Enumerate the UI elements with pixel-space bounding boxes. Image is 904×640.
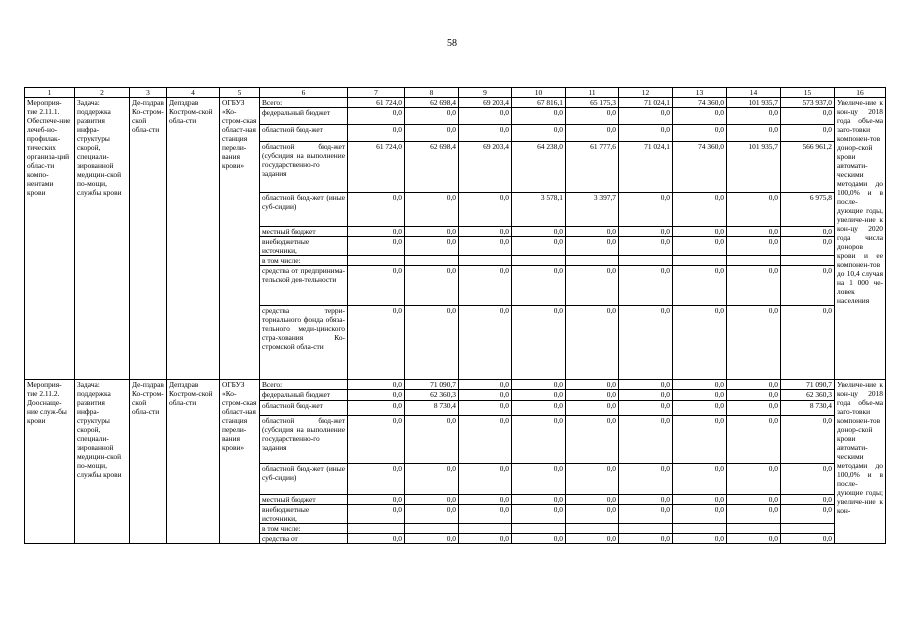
- value-cell: 62 360,3: [781, 390, 835, 401]
- value-cell: 0,0: [348, 266, 405, 306]
- value-cell: 6 975,8: [781, 193, 835, 227]
- value-cell: 566 961,2: [781, 142, 835, 193]
- header-cell: 11: [566, 88, 619, 98]
- value-cell: 0,0: [673, 266, 727, 306]
- funding-source-label: федеральный бюджет: [260, 108, 348, 125]
- value-cell: 0,0: [348, 390, 405, 401]
- value-cell: 0,0: [405, 237, 459, 256]
- funding-source-label: местный бюджет: [260, 227, 348, 237]
- value-cell: 62 360,3: [405, 390, 459, 401]
- funding-source-label: средства от: [260, 534, 348, 544]
- value-cell: 0,0: [566, 227, 619, 237]
- value-cell: 0,0: [459, 380, 512, 390]
- value-cell: 0,0: [673, 534, 727, 544]
- value-cell: 0,0: [459, 266, 512, 306]
- value-cell: 0,0: [348, 306, 405, 380]
- value-cell: 8 730,4: [781, 401, 835, 416]
- value-cell: 0,0: [619, 266, 673, 306]
- value-cell: 0,0: [459, 390, 512, 401]
- value-cell: [781, 524, 835, 534]
- value-cell: 0,0: [619, 237, 673, 256]
- header-cell: 1: [25, 88, 75, 98]
- value-cell: 0,0: [566, 505, 619, 524]
- value-cell: 0,0: [348, 227, 405, 237]
- block-col5: ОГБУЗ «Ко-стром-ская област-ная станция перели-вания крови»: [220, 380, 260, 544]
- value-cell: [566, 524, 619, 534]
- value-cell: 61 724,0: [348, 98, 405, 108]
- value-cell: 101 935,7: [727, 142, 781, 193]
- value-cell: 0,0: [673, 227, 727, 237]
- header-cell: 16: [835, 88, 886, 98]
- value-cell: 0,0: [727, 380, 781, 390]
- table-row: [25, 380, 886, 390]
- value-cell: 0,0: [512, 390, 566, 401]
- value-cell: 0,0: [348, 416, 405, 464]
- value-cell: 0,0: [348, 464, 405, 495]
- value-cell: 0,0: [781, 306, 835, 380]
- value-cell: 74 360,0: [673, 98, 727, 108]
- block-col1: Мероприя-тие 2.11.2. Дооснаще-ние служ-бы крови: [25, 380, 75, 544]
- value-cell: 0,0: [512, 306, 566, 380]
- value-cell: 0,0: [673, 108, 727, 125]
- value-cell: 0,0: [727, 416, 781, 464]
- table-row: [25, 98, 886, 108]
- value-cell: 0,0: [673, 193, 727, 227]
- value-cell: [727, 524, 781, 534]
- value-cell: 0,0: [459, 464, 512, 495]
- funding-source-label: областной бюд-жет (субсидия на выполнение государственно-го задания: [260, 416, 348, 464]
- value-cell: [673, 256, 727, 266]
- value-cell: 64 238,0: [512, 142, 566, 193]
- value-cell: 0,0: [727, 227, 781, 237]
- value-cell: 0,0: [619, 505, 673, 524]
- header-cell: 8: [405, 88, 459, 98]
- value-cell: 0,0: [512, 227, 566, 237]
- value-cell: [781, 256, 835, 266]
- block-col3: Де-пздрав Ко-стром-ской обла-сти: [130, 98, 167, 380]
- value-cell: 0,0: [566, 237, 619, 256]
- funding-source-label: федеральный бюджет: [260, 390, 348, 401]
- value-cell: 573 937,0: [781, 98, 835, 108]
- funding-source-label: областной бюд-жет: [260, 401, 348, 416]
- value-cell: 61 724,0: [348, 142, 405, 193]
- value-cell: 0,0: [512, 401, 566, 416]
- value-cell: 0,0: [727, 401, 781, 416]
- funding-source-label: областной бюд-жет (иные суб-сидии): [260, 464, 348, 495]
- value-cell: 0,0: [566, 495, 619, 505]
- value-cell: 0,0: [459, 227, 512, 237]
- value-cell: 0,0: [727, 390, 781, 401]
- value-cell: 0,0: [459, 125, 512, 142]
- value-cell: 71 090,7: [781, 380, 835, 390]
- value-cell: 0,0: [348, 125, 405, 142]
- value-cell: 69 203,4: [459, 142, 512, 193]
- value-cell: 0,0: [781, 505, 835, 524]
- value-cell: 0,0: [512, 266, 566, 306]
- block-col2: Задача: поддержка развития инфра-структуры скорой, специали-зированной медицин-ской по-мощи, службы крови: [75, 98, 130, 380]
- value-cell: 0,0: [459, 495, 512, 505]
- value-cell: 0,0: [566, 401, 619, 416]
- value-cell: [459, 256, 512, 266]
- value-cell: 61 777,6: [566, 142, 619, 193]
- value-cell: [405, 256, 459, 266]
- value-cell: 71 024,1: [619, 142, 673, 193]
- page-number: 58: [447, 38, 457, 49]
- value-cell: 0,0: [781, 237, 835, 256]
- value-cell: 0,0: [512, 464, 566, 495]
- block-col2: Задача: поддержка развития инфра-структуры скорой, специали-зированной медицин-ской по-мощи, службы крови: [75, 380, 130, 544]
- value-cell: 0,0: [512, 380, 566, 390]
- value-cell: 0,0: [405, 108, 459, 125]
- value-cell: 0,0: [781, 534, 835, 544]
- funding-source-label: внебюджетные источники,: [260, 237, 348, 256]
- value-cell: 0,0: [459, 306, 512, 380]
- value-cell: 0,0: [727, 505, 781, 524]
- value-cell: 8 730,4: [405, 401, 459, 416]
- value-cell: 0,0: [459, 505, 512, 524]
- value-cell: 0,0: [405, 464, 459, 495]
- value-cell: 0,0: [619, 227, 673, 237]
- value-cell: 0,0: [619, 416, 673, 464]
- value-cell: [405, 524, 459, 534]
- value-cell: 65 175,3: [566, 98, 619, 108]
- value-cell: 69 203,4: [459, 98, 512, 108]
- funding-source-label: Всего:: [260, 380, 348, 390]
- value-cell: 0,0: [673, 306, 727, 380]
- block-col1: Мероприя-тие 2.11.1. Обеспече-ние лечеб-но-профилак-тических организа-ций облас-ти компо-нентами крови: [25, 98, 75, 380]
- value-cell: 0,0: [405, 495, 459, 505]
- header-cell: 10: [512, 88, 566, 98]
- block-col3: Де-пздрав Ко-стром-ской обла-сти: [130, 380, 167, 544]
- value-cell: 0,0: [566, 534, 619, 544]
- value-cell: 0,0: [566, 464, 619, 495]
- funding-source-label: средства терри-ториального фонда обяза-тельного меди-цинского стра-хования Ко-стромской обла-сти: [260, 306, 348, 380]
- value-cell: 0,0: [566, 306, 619, 380]
- value-cell: 0,0: [512, 416, 566, 464]
- value-cell: [512, 524, 566, 534]
- value-cell: 3 397,7: [566, 193, 619, 227]
- value-cell: 74 360,0: [673, 142, 727, 193]
- block-result: Увеличе-ние к кон-цу 2018 года объе-ма заго-товки компонен-тов донор-ской крови автомати-ческими методами до 100,0% и в после-дующие годы, увеличе-ние к кон-цу 2020 года числа доноров крови и ее компонен-тов до 10,4 случая на 1 000 че-ловек населения: [835, 98, 886, 380]
- value-cell: 0,0: [727, 237, 781, 256]
- value-cell: 71 024,1: [619, 98, 673, 108]
- value-cell: [348, 256, 405, 266]
- header-row: [25, 88, 886, 98]
- value-cell: [619, 256, 673, 266]
- header-cell: 13: [673, 88, 727, 98]
- value-cell: 0,0: [673, 495, 727, 505]
- value-cell: 0,0: [512, 125, 566, 142]
- value-cell: [619, 524, 673, 534]
- funding-source-label: областной бюд-жет: [260, 125, 348, 142]
- block-result: Увеличе-ние к кон-цу 2018 года объе-ма заго-товки компонен-тов донор-ской крови автомати-ческими методами до 100,0% и в после-дующие годы; увеличе-ние к кон-: [835, 380, 886, 544]
- value-cell: [459, 524, 512, 534]
- value-cell: 0,0: [459, 237, 512, 256]
- value-cell: 0,0: [405, 416, 459, 464]
- header-cell: 15: [781, 88, 835, 98]
- value-cell: 0,0: [512, 534, 566, 544]
- header-cell: 5: [220, 88, 260, 98]
- value-cell: 0,0: [619, 390, 673, 401]
- value-cell: [348, 524, 405, 534]
- value-cell: 0,0: [727, 534, 781, 544]
- value-cell: 0,0: [619, 380, 673, 390]
- value-cell: 0,0: [405, 125, 459, 142]
- value-cell: 0,0: [673, 237, 727, 256]
- block-col4: Депздрав Костром-ской обла-сти: [167, 380, 220, 544]
- header-cell: 6: [260, 88, 348, 98]
- value-cell: 0,0: [619, 534, 673, 544]
- value-cell: 0,0: [727, 266, 781, 306]
- value-cell: 0,0: [781, 495, 835, 505]
- header-cell: 7: [348, 88, 405, 98]
- funding-source-label: Всего:: [260, 98, 348, 108]
- funding-source-label: местный бюджет: [260, 495, 348, 505]
- value-cell: 0,0: [566, 416, 619, 464]
- value-cell: 0,0: [619, 193, 673, 227]
- value-cell: 0,0: [512, 495, 566, 505]
- value-cell: 0,0: [619, 464, 673, 495]
- value-cell: 0,0: [459, 108, 512, 125]
- value-cell: 0,0: [459, 193, 512, 227]
- funding-source-label: областной бюд-жет (субсидия на выполнение государственно-го задания: [260, 142, 348, 193]
- value-cell: 0,0: [348, 380, 405, 390]
- value-cell: 0,0: [619, 401, 673, 416]
- value-cell: 0,0: [673, 401, 727, 416]
- value-cell: 71 090,7: [405, 380, 459, 390]
- value-cell: 0,0: [348, 237, 405, 256]
- value-cell: 0,0: [566, 108, 619, 125]
- value-cell: 0,0: [781, 266, 835, 306]
- value-cell: 62 698,4: [405, 142, 459, 193]
- value-cell: 62 698,4: [405, 98, 459, 108]
- value-cell: 0,0: [727, 125, 781, 142]
- header-cell: 14: [727, 88, 781, 98]
- value-cell: 0,0: [459, 534, 512, 544]
- funding-source-label: внебюджетные источники,: [260, 505, 348, 524]
- value-cell: 0,0: [673, 125, 727, 142]
- value-cell: 3 578,1: [512, 193, 566, 227]
- value-cell: 0,0: [619, 108, 673, 125]
- value-cell: 0,0: [566, 266, 619, 306]
- value-cell: 0,0: [348, 534, 405, 544]
- value-cell: 0,0: [405, 505, 459, 524]
- value-cell: 0,0: [348, 495, 405, 505]
- value-cell: 0,0: [512, 505, 566, 524]
- value-cell: 0,0: [348, 193, 405, 227]
- value-cell: 0,0: [405, 266, 459, 306]
- value-cell: [512, 256, 566, 266]
- value-cell: 0,0: [673, 380, 727, 390]
- value-cell: 0,0: [673, 416, 727, 464]
- value-cell: 0,0: [348, 505, 405, 524]
- value-cell: 0,0: [512, 108, 566, 125]
- value-cell: [727, 256, 781, 266]
- value-cell: 67 816,1: [512, 98, 566, 108]
- funding-source-label: в том числе:: [260, 256, 348, 266]
- funding-source-label: в том числе:: [260, 524, 348, 534]
- value-cell: 0,0: [673, 390, 727, 401]
- value-cell: 0,0: [459, 416, 512, 464]
- header-cell: 12: [619, 88, 673, 98]
- header-cell: 9: [459, 88, 512, 98]
- block-col4: Депздрав Костром-ской обла-сти: [167, 98, 220, 380]
- value-cell: 0,0: [512, 237, 566, 256]
- value-cell: 0,0: [781, 125, 835, 142]
- header-cell: 3: [130, 88, 167, 98]
- value-cell: 0,0: [727, 108, 781, 125]
- value-cell: 0,0: [619, 125, 673, 142]
- value-cell: 0,0: [405, 193, 459, 227]
- value-cell: 0,0: [459, 401, 512, 416]
- value-cell: 0,0: [405, 306, 459, 380]
- value-cell: 0,0: [566, 380, 619, 390]
- value-cell: 0,0: [566, 390, 619, 401]
- value-cell: 0,0: [673, 464, 727, 495]
- value-cell: 0,0: [619, 495, 673, 505]
- value-cell: 0,0: [673, 505, 727, 524]
- header-cell: 2: [75, 88, 130, 98]
- block-col5: ОГБУЗ «Ко-стром-ская област-ная станция перели-вания крови»: [220, 98, 260, 380]
- value-cell: 0,0: [727, 306, 781, 380]
- value-cell: 0,0: [619, 306, 673, 380]
- value-cell: 0,0: [348, 108, 405, 125]
- value-cell: 0,0: [781, 416, 835, 464]
- value-cell: 0,0: [781, 227, 835, 237]
- value-cell: 0,0: [781, 464, 835, 495]
- value-cell: 0,0: [405, 534, 459, 544]
- value-cell: 101 935,7: [727, 98, 781, 108]
- funding-source-label: средства от предпринима-тельской дея-тельности: [260, 266, 348, 306]
- header-cell: 4: [167, 88, 220, 98]
- value-cell: [566, 256, 619, 266]
- value-cell: 0,0: [781, 108, 835, 125]
- value-cell: 0,0: [566, 125, 619, 142]
- value-cell: 0,0: [727, 495, 781, 505]
- program-table: [24, 87, 886, 544]
- value-cell: 0,0: [727, 193, 781, 227]
- value-cell: 0,0: [405, 227, 459, 237]
- value-cell: 0,0: [348, 401, 405, 416]
- value-cell: 0,0: [727, 464, 781, 495]
- value-cell: [673, 524, 727, 534]
- funding-source-label: областной бюд-жет (иные суб-сидии): [260, 193, 348, 227]
